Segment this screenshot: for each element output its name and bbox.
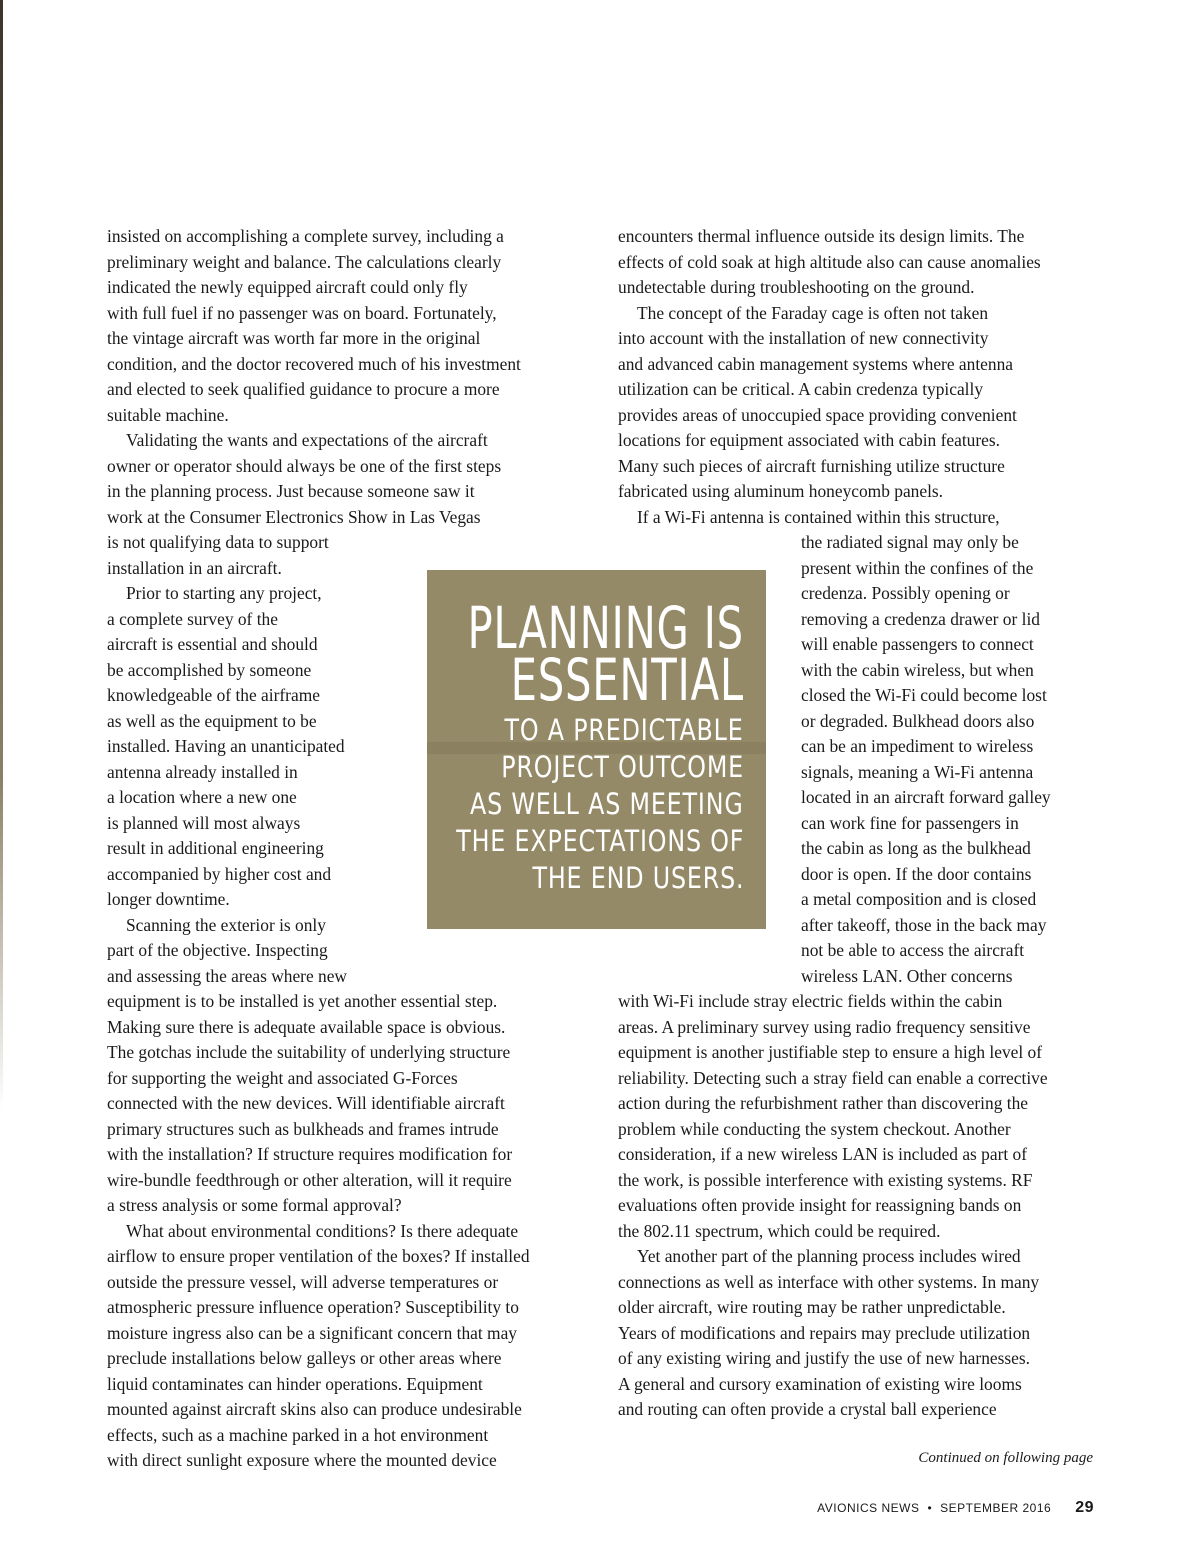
right-column-text-line: undetectable during troubleshooting on the ground. [618, 277, 975, 297]
right-column-text-line: not be able to access the aircraft [801, 940, 1025, 960]
right-column-text-line: consideration, if a new wireless LAN is included as part of [618, 1144, 1028, 1164]
left-column-text-line: is planned will most always [107, 812, 301, 833]
right-column-text-line: located in an aircraft forward galley [801, 787, 1051, 807]
left-column-text-line: indicated the newly equipped aircraft could only fly [107, 277, 468, 297]
left-column-text-line: aircraft is essential and should [107, 634, 318, 654]
right-column-text-line: the 802.11 spectrum, which could be required. [618, 1220, 941, 1241]
left-column-text-line: What about environmental conditions? Is there adequate [126, 1220, 519, 1241]
right-column-text-line: A general and cursory examination of existing wire looms [618, 1373, 1022, 1394]
left-column-text-line: antenna already installed in [107, 761, 298, 782]
right-column-text-line: removing a credenza drawer or lid [801, 608, 1041, 629]
pull-quote-body-line: AS WELL AS MEETING [470, 787, 744, 821]
right-column-text-line: equipment is another justifiable step to ensure a high level of [618, 1042, 1043, 1062]
right-column-text-line: evaluations often provide insight for reassigning bands on [618, 1195, 1022, 1215]
left-column-text-line: a complete survey of the [107, 608, 278, 629]
left-column-text-line: the vintage aircraft was worth far more in the original [107, 328, 481, 348]
right-column-text-line: If a Wi-Fi antenna is contained within this structure, [637, 506, 1000, 527]
left-column-text-line: owner or operator should always be one of the first steps [107, 455, 502, 476]
page-edge-shadow [0, 0, 3, 1110]
right-column-text-line: credenza. Possibly opening or [801, 583, 1010, 603]
pull-quote-headline-line: PLANNING IS [467, 594, 744, 662]
left-column-text-line: Prior to starting any project, [126, 583, 322, 603]
left-column-text-line: Scanning the exterior is only [126, 914, 326, 935]
footer-separator: • [927, 1501, 933, 1515]
issue-date: SEPTEMBER 2016 [940, 1501, 1052, 1515]
left-column-text-line: mounted against aircraft skins also can produce undesirable [107, 1399, 522, 1419]
left-column-text-line: Validating the wants and expectations of the aircraft [126, 430, 488, 450]
page-footer [817, 1499, 1094, 1517]
left-column-text-line: with full fuel if no passenger was on board. Fortunately, [107, 302, 497, 323]
page-number: 29 [1075, 1499, 1094, 1516]
right-column-text-line: door is open. If the door contains [801, 863, 1032, 884]
left-column-text-line: equipment is to be installed is yet another essential step. [107, 991, 498, 1011]
right-column-text-line: present within the confines of the [801, 557, 1034, 578]
right-column-text-line: a metal composition and is closed [801, 889, 1037, 909]
pull-quote-box [427, 570, 766, 929]
left-column-text-line: primary structures such as bulkheads and frames intrude [107, 1118, 499, 1139]
right-column-text-line: older aircraft, wire routing may be rather unpredictable. [618, 1297, 1006, 1317]
left-column-text-line: a stress analysis or some formal approval? [107, 1195, 402, 1215]
pull-quote-body-line: PROJECT OUTCOME [501, 750, 744, 784]
right-column-text-line: encounters thermal influence outside its design limits. The [618, 226, 1025, 246]
left-column-text-line: and elected to seek qualified guidance to procure a more [107, 379, 500, 399]
left-column-text-line: with the installation? If structure requires modification for [107, 1144, 513, 1164]
right-column-text-line: Many such pieces of aircraft furnishing utilize structure [618, 455, 1005, 476]
left-column-text-line: insisted on accomplishing a complete survey, including a [107, 226, 504, 246]
left-column-text-line: preclude installations below galleys or other areas where [107, 1348, 502, 1368]
continued-note: Continued on following page [918, 1450, 1093, 1466]
left-column-text-line: effects, such as a machine parked in a hot environment [107, 1424, 489, 1445]
pull-quote-headline-line: ESSENTIAL [510, 646, 744, 714]
left-column-text-line: in the planning process. Just because someone saw it [107, 481, 475, 501]
right-column-text-line: signals, meaning a Wi-Fi antenna [801, 761, 1034, 782]
right-column-text-line: after takeoff, those in the back may [801, 914, 1047, 935]
left-column-text-line: accompanied by higher cost and [107, 863, 332, 884]
left-column-text-line: knowledgeable of the airframe [107, 685, 320, 705]
right-column-text-line: Years of modifications and repairs may preclude utilization [618, 1322, 1031, 1343]
left-column-text-line: liquid contaminates can hinder operations. Equipment [107, 1373, 483, 1394]
left-column-text-line: is not qualifying data to support [107, 532, 329, 552]
right-column-text-line: or degraded. Bulkhead doors also [801, 710, 1035, 731]
left-column-text-line: result in additional engineering [107, 838, 324, 858]
right-column-text-line: provides areas of unoccupied space providing convenient [618, 404, 1017, 425]
left-column-text-line: as well as the equipment to be [107, 710, 317, 731]
left-column-text-line: airflow to ensure proper ventilation of the boxes? If installed [107, 1246, 530, 1266]
left-column-text-line: suitable machine. [107, 404, 229, 425]
left-column-text-line: The gotchas include the suitability of underlying structure [107, 1042, 511, 1062]
left-column-text-line: connected with the new devices. Will identifiable aircraft [107, 1093, 505, 1113]
right-column-text-line: utilization can be critical. A cabin credenza typically [618, 379, 984, 399]
right-column-text-line: closed the Wi-Fi could become lost [801, 685, 1047, 705]
left-column-text-line: for supporting the weight and associated G-Forces [107, 1067, 458, 1088]
pull-quote-body-line: TO A PREDICTABLE [504, 713, 744, 747]
left-column-text-line: atmospheric pressure influence operation? Susceptibility to [107, 1297, 519, 1317]
left-column-text-line: work at the Consumer Electronics Show in Las Vegas [107, 506, 481, 527]
right-column-text-line: the cabin as long as the bulkhead [801, 838, 1031, 858]
right-column-text-line: can work fine for passengers in [801, 812, 1019, 833]
left-column-text-line: wire-bundle feedthrough or other alteration, will it require [107, 1169, 512, 1190]
left-column-text-line: installed. Having an unanticipated [107, 736, 345, 756]
right-column-text-line: The concept of the Faraday cage is often not taken [637, 302, 989, 323]
right-column-text-line: locations for equipment associated with cabin features. [618, 430, 1000, 450]
left-column-text-line: part of the objective. Inspecting [107, 940, 328, 960]
right-column-text-line: the work, is possible interference with existing systems. RF [618, 1169, 1033, 1190]
left-column-text-line: be accomplished by someone [107, 659, 312, 680]
left-column-text-line: preliminary weight and balance. The calculations clearly [107, 251, 502, 272]
right-column-text-line: can be an impediment to wireless [801, 736, 1034, 756]
right-column-text-line: action during the refurbishment rather than discovering the [618, 1093, 1028, 1113]
right-column-text-line: and routing can often provide a crystal ball experience [618, 1399, 997, 1419]
right-column-text-line: Yet another part of the planning process includes wired [637, 1246, 1021, 1266]
right-column-text-line: connections as well as interface with other systems. In many [618, 1271, 1040, 1292]
publication-name: AVIONICS NEWS [817, 1501, 920, 1515]
right-column-text-line: the radiated signal may only be [801, 532, 1019, 552]
left-column-text-line: with direct sunlight exposure where the mounted device [107, 1450, 497, 1470]
left-column-text-line: condition, and the doctor recovered much of his investment [107, 353, 521, 374]
right-column-text-line: with Wi-Fi include stray electric fields within the cabin [618, 991, 1003, 1011]
right-column-text-line: with the cabin wireless, but when [801, 659, 1034, 680]
right-column-text-line: of any existing wiring and justify the use of new harnesses. [618, 1348, 1030, 1368]
right-column-text-line: wireless LAN. Other concerns [801, 965, 1013, 986]
left-column-text-line: moisture ingress also can be a significant concern that may [107, 1322, 517, 1343]
pull-quote-body-line: THE EXPECTATIONS OF [455, 824, 744, 858]
left-column-text-line: installation in an aircraft. [107, 557, 282, 578]
right-column-text-line: fabricated using aluminum honeycomb panels. [618, 481, 944, 501]
left-column-text-line: longer downtime. [107, 889, 230, 909]
left-column-text-line: a location where a new one [107, 787, 297, 807]
right-column-text-line: effects of cold soak at high altitude also can cause anomalies [618, 251, 1041, 272]
pull-quote-body-line: THE END USERS. [532, 861, 744, 895]
left-column-text-line: outside the pressure vessel, will adverse temperatures or [107, 1271, 499, 1292]
right-column-text-line: into account with the installation of new connectivity [618, 328, 989, 348]
left-column-text-line: Making sure there is adequate available space is obvious. [107, 1016, 506, 1037]
right-column-text-line: will enable passengers to connect [801, 634, 1034, 654]
right-column-text-line: areas. A preliminary survey using radio frequency sensitive [618, 1016, 1031, 1037]
right-column-text-line: problem while conducting the system checkout. Another [618, 1118, 1011, 1139]
left-column-text-line: and assessing the areas where new [107, 965, 347, 986]
right-column-text-line: reliability. Detecting such a stray field can enable a corrective [618, 1067, 1048, 1088]
right-column-text-line: and advanced cabin management systems where antenna [618, 353, 1013, 374]
